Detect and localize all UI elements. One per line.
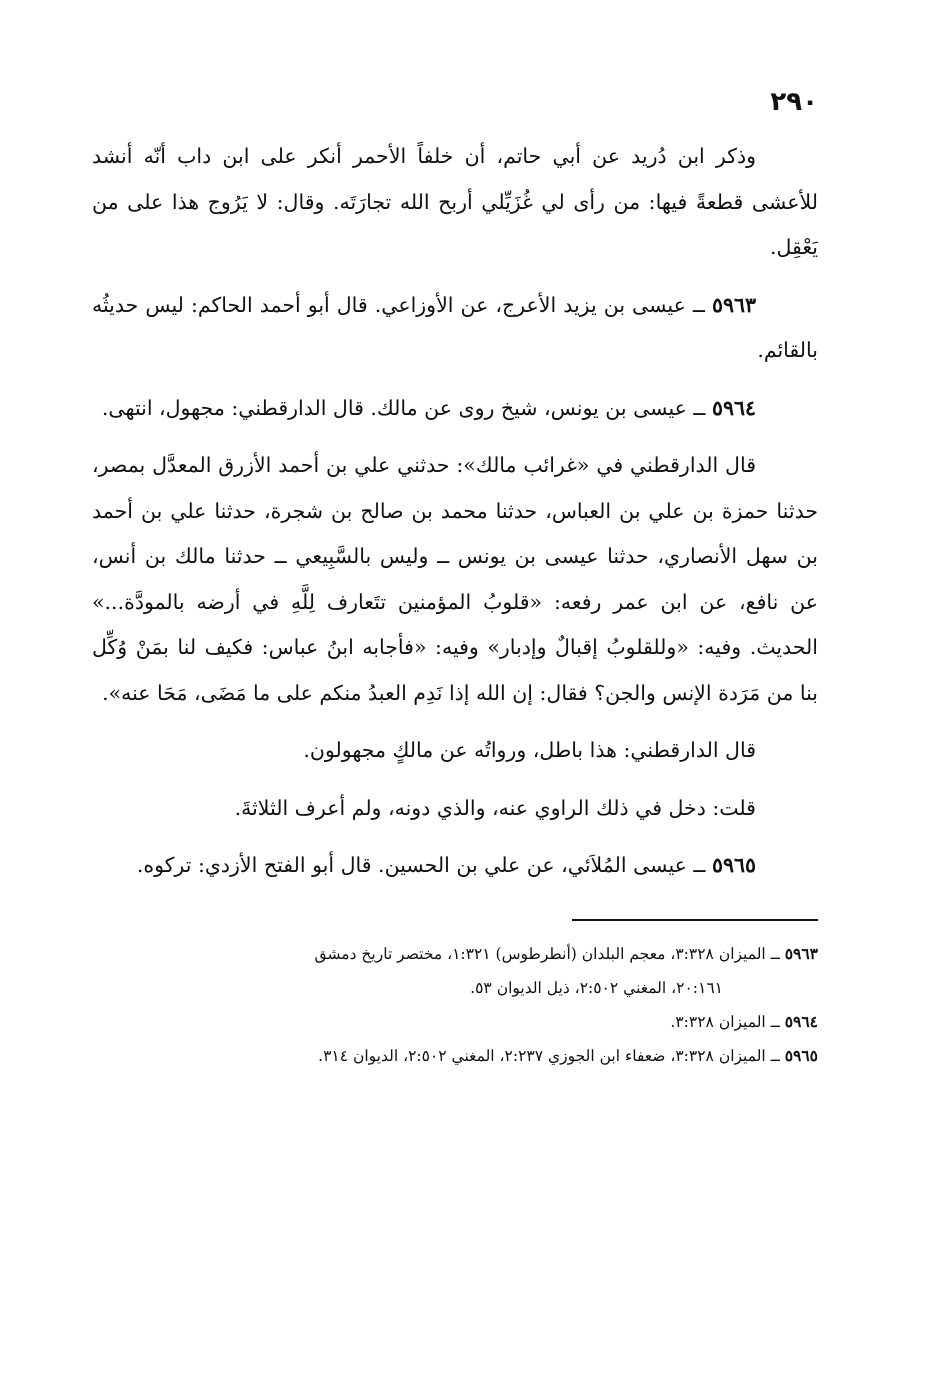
footnote-continuation: ٢٠:١٦١، المغني ٢:٥٠٢، ذيل الديوان ٥٣. <box>470 978 723 997</box>
entry-text: ــ عيسى المُلاَئي، عن علي بن الحسين. قال أبو الفتح الأزدي: تركوه. <box>136 853 706 877</box>
footnote-5964 <box>92 1005 818 1039</box>
footnote-number: ٥٩٦٥ <box>784 1045 818 1065</box>
footnote-number: ٥٩٦٤ <box>784 1011 818 1031</box>
footnote-divider <box>572 919 818 921</box>
footnote-line <box>92 937 818 971</box>
paragraph-text: قلت: دخل في ذلك الراوي عنه، والذي دونه، ولم أعرف الثلاثةَ. <box>234 795 756 820</box>
footnote-text: ــ الميزان ٣:٣٢٨. <box>670 1012 780 1031</box>
paragraph-text: وذكر ابن دُريد عن أبي حاتم، أن خلفاً الأحمر أنكر على ابن داب أنّه أنشد للأعشى قطعةً فيها: من رأى لي غُزَيِّلي أربح الله تجارَتَه. وقال: لا يَرُوج هذا على من يَعْقِل. <box>92 144 818 259</box>
footnote-number: ٥٩٦٣ <box>784 943 818 963</box>
paragraph-ibn-durayd <box>92 134 818 271</box>
entry-number: ٥٩٦٤ <box>711 395 756 420</box>
paragraph-daraqutni-verdict <box>92 728 818 774</box>
entry-text: ــ عيسى بن يزيد الأعرج، عن الأوزاعي. قال أبو أحمد الحاكم: ليس حديثُه بالقائم. <box>92 292 818 362</box>
entry-5965 <box>92 843 818 889</box>
footnote-5963 <box>92 937 818 1005</box>
entry-number: ٥٩٦٣ <box>711 292 756 317</box>
footnote-text: ــ الميزان ٣:٣٢٨، ضعفاء ابن الجوزي ٢:٢٣٧، المغني ٢:٥٠٢، الديوان ٣١٤. <box>318 1046 780 1065</box>
entry-5964 <box>92 386 818 432</box>
paragraph-author-note <box>92 786 818 832</box>
entry-text: ــ عيسى بن يونس، شيخ روى عن مالك. قال الدارقطني: مجهول، انتهى. <box>101 395 706 420</box>
paragraph-text: قال الدارقطني في «غرائب مالك»: حدثني علي بن أحمد الأزرق المعدَّل بمصر، حدثنا حمزة بن علي بن العباس، حدثنا محمد بن صالح بن شجرة، حدثنا علي بن أحمد بن سهل الأنصاري، حدثنا عيسى بن يونس ــ وليس بالسَّبِيعي ــ حدثنا مالك بن أنس، عن نافع، عن ابن عمر رفعه: «قلوبُ المؤمنين تتَعارف لِلَّهِ في أرضه بالمودَّة...» الحديث. وفيه: «وللقلوبُ إقبالٌ وإدبار» وفيه: «فأجابه ابنُ عباس: فكيف لنا بمَنْ وُكِّل بنا من مَرَدة الإنس والجن؟ فقال: إن الله إذا نَدِم العبدُ منكم على ما مَضَى، مَحَا عنه». <box>92 453 818 705</box>
entry-number: ٥٩٦٥ <box>711 853 756 877</box>
paragraph-text: قال الدارقطني: هذا باطل، ورواتُه عن مالكٍ مجهولون. <box>303 738 756 762</box>
document-page <box>92 82 818 1073</box>
entry-5963 <box>92 283 818 374</box>
footnote-text: ــ الميزان ٣:٣٢٨، معجم البلدان (أنطرطوس) ١:٣٢١، مختصر تاريخ دمشق <box>314 944 780 963</box>
paragraph-daraqutni-gharaib <box>92 443 818 716</box>
page-number: ٢٩٠ <box>770 87 818 117</box>
footnote-5965 <box>92 1039 818 1073</box>
